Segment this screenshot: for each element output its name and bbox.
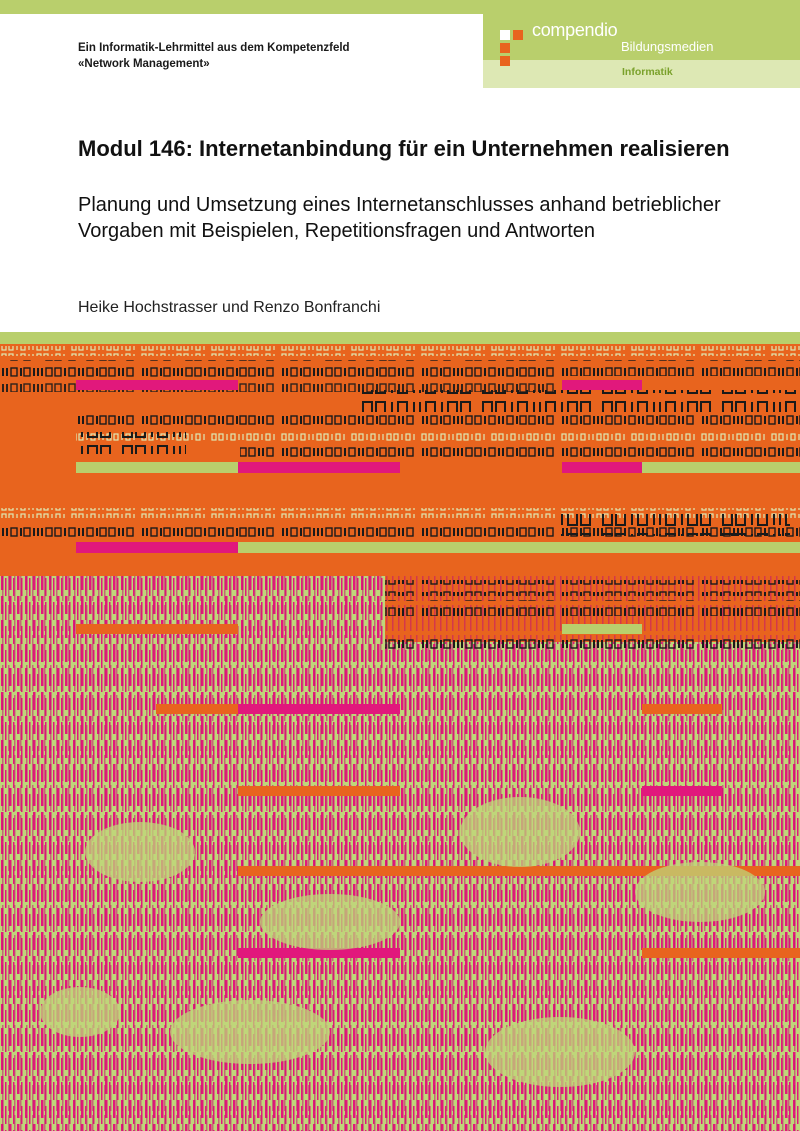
art-blob <box>40 987 120 1037</box>
art-binary-row <box>385 600 800 616</box>
art-binary-row <box>76 414 800 430</box>
art-blob <box>485 1017 635 1087</box>
art-bar <box>238 704 400 714</box>
art-bar <box>642 786 722 796</box>
top-color-band <box>0 0 800 14</box>
publisher-name: compendio <box>532 20 618 40</box>
publisher-panel <box>483 14 800 88</box>
logo-square <box>513 30 523 40</box>
art-binary-row <box>240 444 800 460</box>
art-bar <box>76 380 238 390</box>
book-subtitle: Planung und Umsetzung eines Internetanschlusses anhand betrieblicher Vorgaben mit Beispielen, Repetitionsfragen und Antworten <box>78 194 721 242</box>
art-bar <box>76 542 238 553</box>
logo-square <box>500 43 510 53</box>
art-binary-row <box>76 432 186 454</box>
series-line-1: Ein Informatik-Lehrmittel aus dem Kompetenzfeld <box>78 42 350 54</box>
series-info <box>78 40 350 72</box>
art-blob <box>635 862 765 922</box>
art-blob <box>85 822 195 882</box>
art-bar <box>642 462 800 473</box>
art-bar <box>562 462 642 473</box>
art-bar <box>238 462 400 473</box>
art-binary-row <box>560 514 790 536</box>
cover-artwork <box>0 332 800 1131</box>
art-blob <box>260 894 400 950</box>
series-line-2: «Network Management» <box>78 58 210 70</box>
art-strip <box>0 332 800 344</box>
art-bar <box>238 786 400 796</box>
art-bar <box>642 704 722 714</box>
art-bar <box>76 624 238 634</box>
art-bar <box>562 380 642 390</box>
book-authors: Heike Hochstrasser und Renzo Bonfranchi <box>78 299 381 316</box>
art-bar <box>76 462 238 473</box>
art-binary-row <box>385 634 800 650</box>
art-binary-row <box>0 346 800 356</box>
logo-square <box>500 56 510 66</box>
book-title: Modul 146: Internetanbindung für ein Unternehmen realisieren <box>78 136 730 161</box>
art-bar <box>156 704 238 714</box>
art-blob <box>170 1000 330 1064</box>
art-blob <box>460 797 580 867</box>
subject-category: Informatik <box>622 66 673 78</box>
art-binary-row <box>0 360 800 376</box>
art-bar <box>562 624 642 634</box>
art-bar <box>238 542 800 553</box>
art-binary-row <box>352 390 800 412</box>
publisher-subname: Bildungsmedien <box>621 39 714 54</box>
logo-square <box>500 30 510 40</box>
art-bar <box>642 948 800 958</box>
art-binary-row <box>385 580 800 596</box>
